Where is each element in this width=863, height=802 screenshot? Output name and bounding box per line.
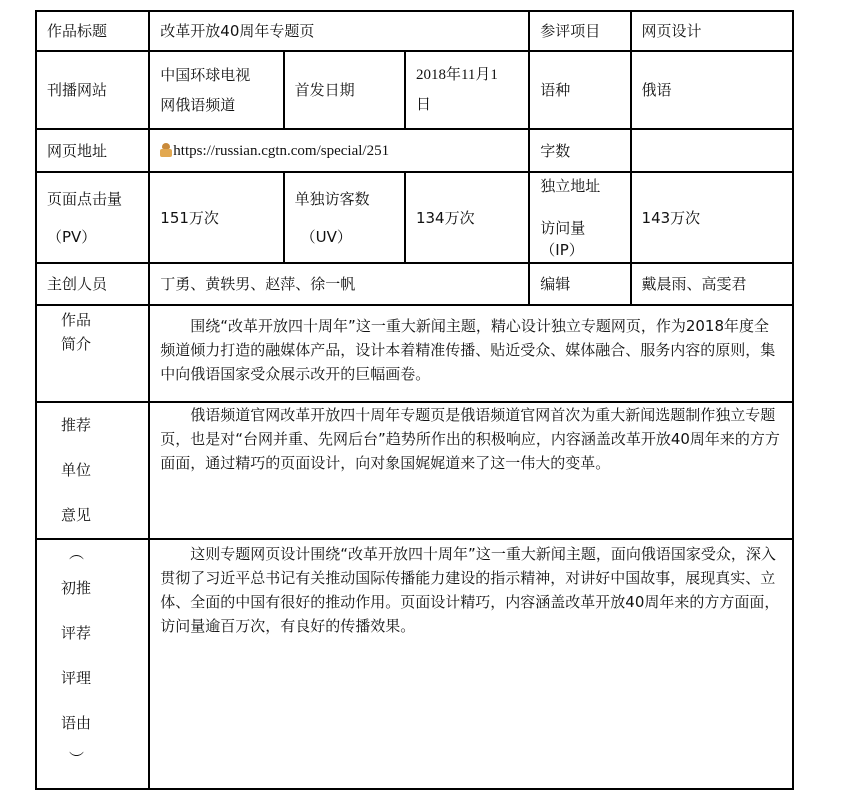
recommend-label	[36, 402, 149, 539]
review-label-line-2: 评荐	[61, 624, 92, 642]
row-traffic	[36, 172, 793, 263]
intro-text: 围绕“改革开放四十周年”这一重大新闻主题，精心设计独立专题网页，作为2018年度全频道倾力打造的融媒体产品，设计本着精准传播、贴近受众、媒体融合、服务内容的原则，集中向俄语国家受众展示改开的巨幅画卷。	[149, 305, 793, 402]
ip-label-line-2: 访问量	[540, 218, 586, 237]
intro-label-line-1: 作品	[61, 311, 92, 329]
ip-label-line-3: （IP）	[540, 240, 584, 259]
intro-label	[36, 305, 149, 402]
pv-label-line-2: （PV）	[47, 227, 97, 246]
row-title	[36, 11, 793, 51]
review-label-line-3: 评理	[61, 669, 92, 687]
review-label-line-1: 初推	[61, 579, 92, 597]
title-value: 改革开放40周年专题页	[149, 11, 529, 51]
url-link[interactable]: https://russian.cgtn.com/special/251	[173, 142, 390, 159]
lang-label: 语种	[529, 51, 630, 129]
chars-label: 字数	[529, 129, 630, 172]
ip-value: 143万次	[631, 172, 793, 263]
creators-label: 主创人员	[36, 263, 149, 305]
uv-label-line-2: （UV）	[300, 227, 352, 246]
url-cell	[149, 129, 529, 172]
user-icon	[160, 143, 172, 157]
date-line-1: 2018年11月1	[415, 67, 498, 83]
recommend-label-line-3: 意见	[61, 506, 92, 524]
entry-form-table	[35, 10, 794, 790]
lang-value: 俄语	[631, 51, 793, 129]
row-review	[36, 539, 793, 789]
review-paren-close: ︶	[69, 750, 85, 768]
recommend-label-line-2: 单位	[61, 461, 92, 479]
category-value: 网页设计	[631, 11, 793, 51]
recommend-label-line-1: 推荐	[61, 416, 92, 434]
pv-value: 151万次	[149, 172, 283, 263]
creators-value: 丁勇、黄轶男、赵萍、徐一帆	[149, 263, 529, 305]
uv-label	[284, 172, 405, 263]
site-line-2: 网俄语频道	[160, 96, 236, 114]
site-line-1: 中国环球电视	[160, 66, 251, 84]
row-url	[36, 129, 793, 172]
url-label: 网页地址	[36, 129, 149, 172]
ip-label-line-1: 独立地址	[540, 176, 601, 195]
site-value	[149, 51, 283, 129]
uv-label-line-1: 单独访客数	[294, 189, 370, 208]
date-value	[405, 51, 529, 129]
site-label: 刊播网站	[36, 51, 149, 129]
date-line-2: 日	[415, 97, 431, 113]
pv-label-line-1: 页面点击量	[47, 189, 123, 208]
review-label	[36, 539, 149, 789]
ip-label	[529, 172, 630, 263]
chars-value	[631, 129, 793, 172]
editor-label: 编辑	[529, 263, 630, 305]
pv-label	[36, 172, 149, 263]
title-label: 作品标题	[36, 11, 149, 51]
uv-value: 134万次	[405, 172, 529, 263]
review-text: 这则专题网页设计围绕“改革开放四十周年”这一重大新闻主题，面向俄语国家受众，深入贯彻了习近平总书记有关推动国际传播能力建设的指示精神，对讲好中国故事，展现真实、立体、全面的中国有很好的推动作用。页面设计精巧，内容涵盖改革开放40周年来的方方面面，访问量逾百万次，有良好的传播效果。	[149, 539, 793, 789]
recommend-text: 俄语频道官网改革开放四十周年专题页是俄语频道官网首次为重大新闻选题制作独立专题页，也是对“台网并重、先网后台”趋势所作出的积极响应，内容涵盖改革开放40周年来的方方面面，通过精巧的页面设计，向对象国娓娓道来了这一伟大的变革。	[149, 402, 793, 539]
review-label-line-4: 语由	[61, 714, 92, 732]
editor-value: 戴晨雨、高雯君	[631, 263, 793, 305]
row-intro	[36, 305, 793, 402]
row-recommend	[36, 402, 793, 539]
row-site	[36, 51, 793, 129]
category-label: 参评项目	[529, 11, 630, 51]
intro-label-line-2: 简介	[61, 335, 92, 353]
date-label: 首发日期	[284, 51, 405, 129]
row-creators	[36, 263, 793, 305]
review-paren-open: ︵	[69, 544, 85, 562]
